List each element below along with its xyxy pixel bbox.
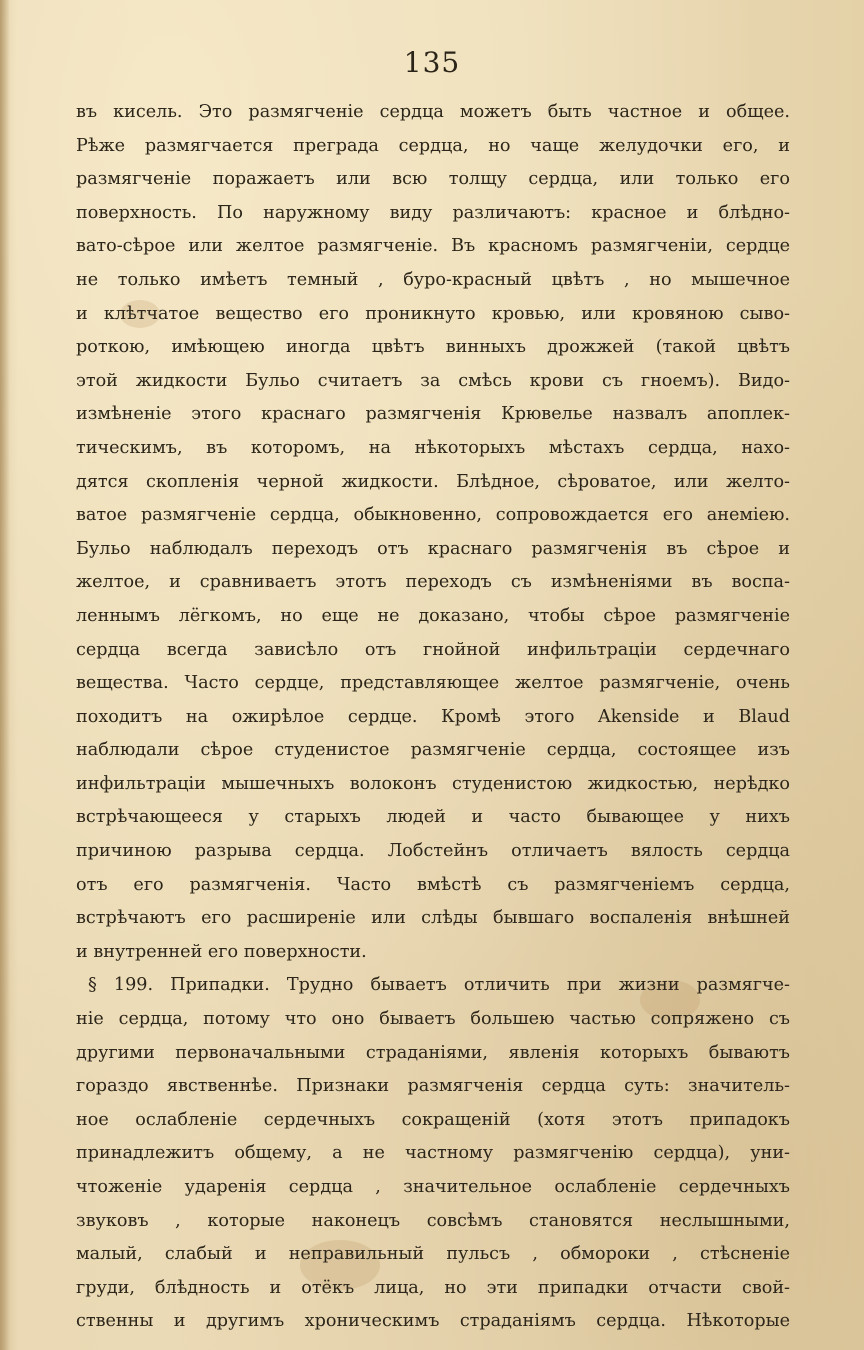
text-line: малый, слабый и неправильный пульсъ , обмороки , стѣсненіе: [76, 1244, 790, 1265]
text-line: тическимъ, въ которомъ, на нѣкоторыхъ мѣстахъ сердца, нахо-: [76, 437, 790, 458]
text-line: не только имѣетъ темный , буро-красный цвѣтъ , но мышечное: [76, 269, 790, 290]
page-spine-shadow: [0, 0, 10, 1350]
text-line: принадлежитъ общему, а не частному размягченію сердца), уни-: [76, 1143, 790, 1164]
text-line: ное ослабленіе сердечныхъ сокращеній (хотя этотъ припадокъ: [76, 1109, 790, 1130]
text-line: въ кисель. Это размягченіе сердца можетъ быть частное и общее.: [76, 102, 790, 122]
text-line: дятся скопленія черной жидкости. Блѣдное, сѣроватое, или желто-: [76, 471, 790, 492]
text-line: этой жидкости Бульо считаетъ за смѣсь крови съ гноемъ). Видо-: [76, 370, 790, 391]
text-line: другими первоначальными страданіями, явленія которыхъ бываютъ: [76, 1042, 790, 1063]
text-line: Рѣже размягчается преграда сердца, но чаще желудочки его, и: [76, 135, 790, 156]
text-line: сердца всегда зависѣло отъ гнойной инфильтраціи сердечнаго: [76, 639, 790, 660]
text-line: ватое размягченіе сердца, обыкновенно, сопровождается его анеміею.: [76, 505, 790, 526]
text-line: поверхность. По наружному виду различаютъ: красное и блѣдно-: [76, 202, 790, 223]
text-line: леннымъ лёгкомъ, но еще не доказано, чтобы сѣрое размягченіе: [76, 605, 790, 626]
page-number: 135: [403, 46, 461, 79]
text-line: причиною разрыва сердца. Лобстейнъ отличаетъ вялость сердца: [76, 841, 790, 862]
text-line: роткою, имѣющею иногда цвѣтъ винныхъ дрожжей (такой цвѣтъ: [76, 337, 790, 358]
text-line: измѣненіе этого краснаго размягченія Крювелье назвалъ апоплек-: [76, 404, 790, 425]
text-line: встрѣчаютъ его расширеніе или слѣды бывшаго воспаленія внѣшней: [76, 908, 790, 929]
text-line: и внутренней его поверхности.: [76, 941, 367, 962]
body-text: [76, 96, 790, 1339]
text-line: наблюдали сѣрое студенистое размягченіе сердца, состоящее изъ: [76, 740, 790, 761]
text-line: желтое, и сравниваетъ этотъ переходъ съ измѣненіями въ воспа-: [76, 572, 790, 593]
text-line: гораздо явственнѣе. Признаки размягченія сердца суть: значитель-: [76, 1076, 790, 1097]
text-line: встрѣчающееся у старыхъ людей и часто бывающее у нихъ: [76, 807, 790, 828]
text-line: размягченіе поражаетъ или всю толщу сердца, или только его: [76, 169, 790, 190]
text-line: груди, блѣдность и отёкъ лица, но эти припадки отчасти свой-: [76, 1277, 790, 1298]
text-line: ніе сердца, потому что оно бываетъ большею частью сопряжено съ: [76, 1009, 790, 1030]
text-line: инфильтраціи мышечныхъ волоконъ студенистою жидкостью, нерѣдко: [76, 773, 790, 794]
text-line: вещества. Часто сердце, представляющее желтое размягченіе, очень: [76, 673, 790, 694]
text-line: звуковъ , которые наконецъ совсѣмъ становятся неслышными,: [76, 1210, 790, 1231]
text-line: чтоженіе ударенія сердца , значительное ослабленіе сердечныхъ: [76, 1177, 790, 1197]
text-line: вато-сѣрое или желтое размягченіе. Въ красномъ размягченіи, сердце: [76, 236, 790, 257]
text-line: отъ его размягченія. Часто вмѣстѣ съ размягченіемъ сердца,: [76, 874, 790, 895]
section-heading-line: § 199. Припадки. Трудно бываетъ отличить при жизни размягче-: [88, 975, 790, 996]
text-line: ственны и другимъ хроническимъ страданіямъ сердца. Нѣкоторые: [76, 1311, 790, 1332]
text-line: и клѣтчатое вещество его проникнуто кровью, или кровяною сыво-: [76, 303, 790, 324]
text-line: Бульо наблюдалъ переходъ отъ краснаго размягченія въ сѣрое и: [76, 538, 790, 559]
text-line: походитъ на ожирѣлое сердце. Кромѣ этого Akenside и Blaud: [76, 706, 790, 727]
